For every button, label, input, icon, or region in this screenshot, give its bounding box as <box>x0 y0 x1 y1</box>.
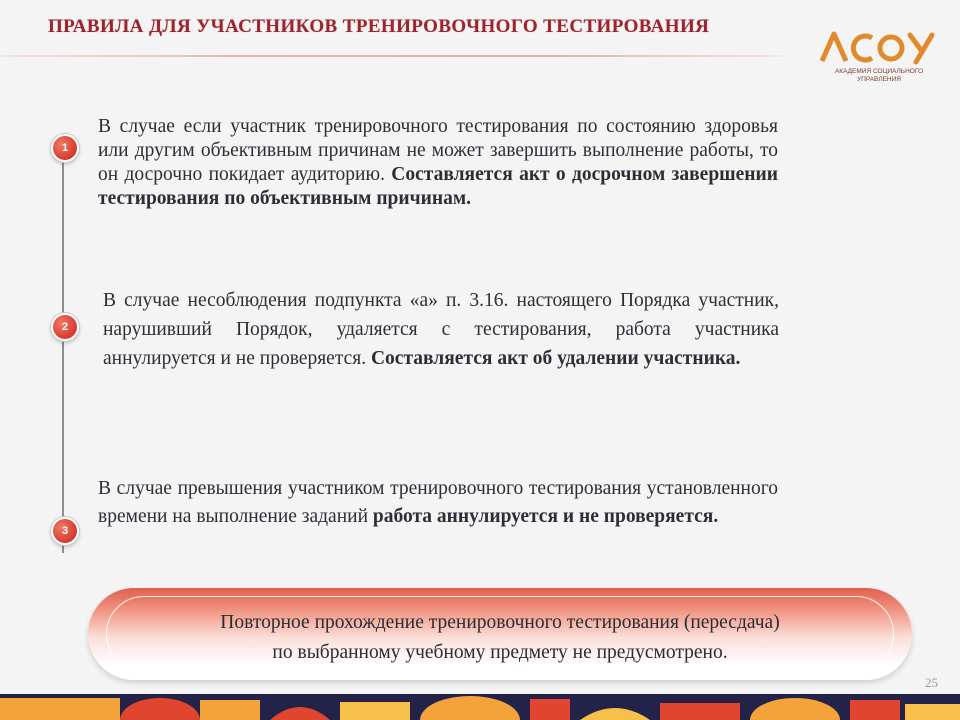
rule-3-text: В случае превышения участником тренировочного тестирования установленного времени на выполнение заданий <box>98 478 778 527</box>
rule-1-text: В случае если участник тренировочного тестирования по состоянию здоровья или другим объективным причинам не может завершить выполнение работы, то он досрочно покидает аудиторию. <box>98 116 778 185</box>
rule-marker-1: 1 <box>51 134 79 162</box>
notice-banner-text <box>88 608 912 668</box>
logo-subtitle: АКАДЕМИЯ СОЦИАЛЬНОГО УПРАВЛЕНИЯ <box>834 68 924 83</box>
decorative-footer-band <box>0 694 960 720</box>
rule-2-text: В случае несоблюдения подпункта «а» п. 3.16. настоящего Порядка участник, нарушивший Порядок, удаляется с тестирования, работа участника аннулируется и не проверяется. <box>103 290 779 369</box>
rule-2-paragraph <box>103 286 779 373</box>
notice-line-2: по выбранному учебному предмету не предусмотрено. <box>272 642 728 663</box>
notice-banner <box>88 588 912 680</box>
page-number: 25 <box>925 675 938 690</box>
rule-1-bold: Составляется акт о досрочном завершении тестирования по объективным причинам. <box>98 164 778 209</box>
notice-line-1: Повторное прохождение тренировочного тестирования (пересдача) <box>220 612 780 633</box>
rule-marker-3: 3 <box>51 517 79 545</box>
asou-logo-mark <box>818 28 936 68</box>
rule-marker-2: 2 <box>51 313 79 341</box>
asou-logo <box>818 28 936 88</box>
slide-title: ПРАВИЛА ДЛЯ УЧАСТНИКОВ ТРЕНИРОВОЧНОГО ТЕСТИРОВАНИЯ <box>48 16 710 37</box>
rule-3-bold: работа аннулируется и не проверяется. <box>372 506 719 527</box>
title-divider <box>0 55 785 57</box>
rule-2-bold: Составляется акт об удалении участника. <box>370 348 741 369</box>
rule-3-paragraph <box>98 475 778 531</box>
timeline-line <box>62 133 64 553</box>
rule-1-paragraph <box>98 115 778 211</box>
